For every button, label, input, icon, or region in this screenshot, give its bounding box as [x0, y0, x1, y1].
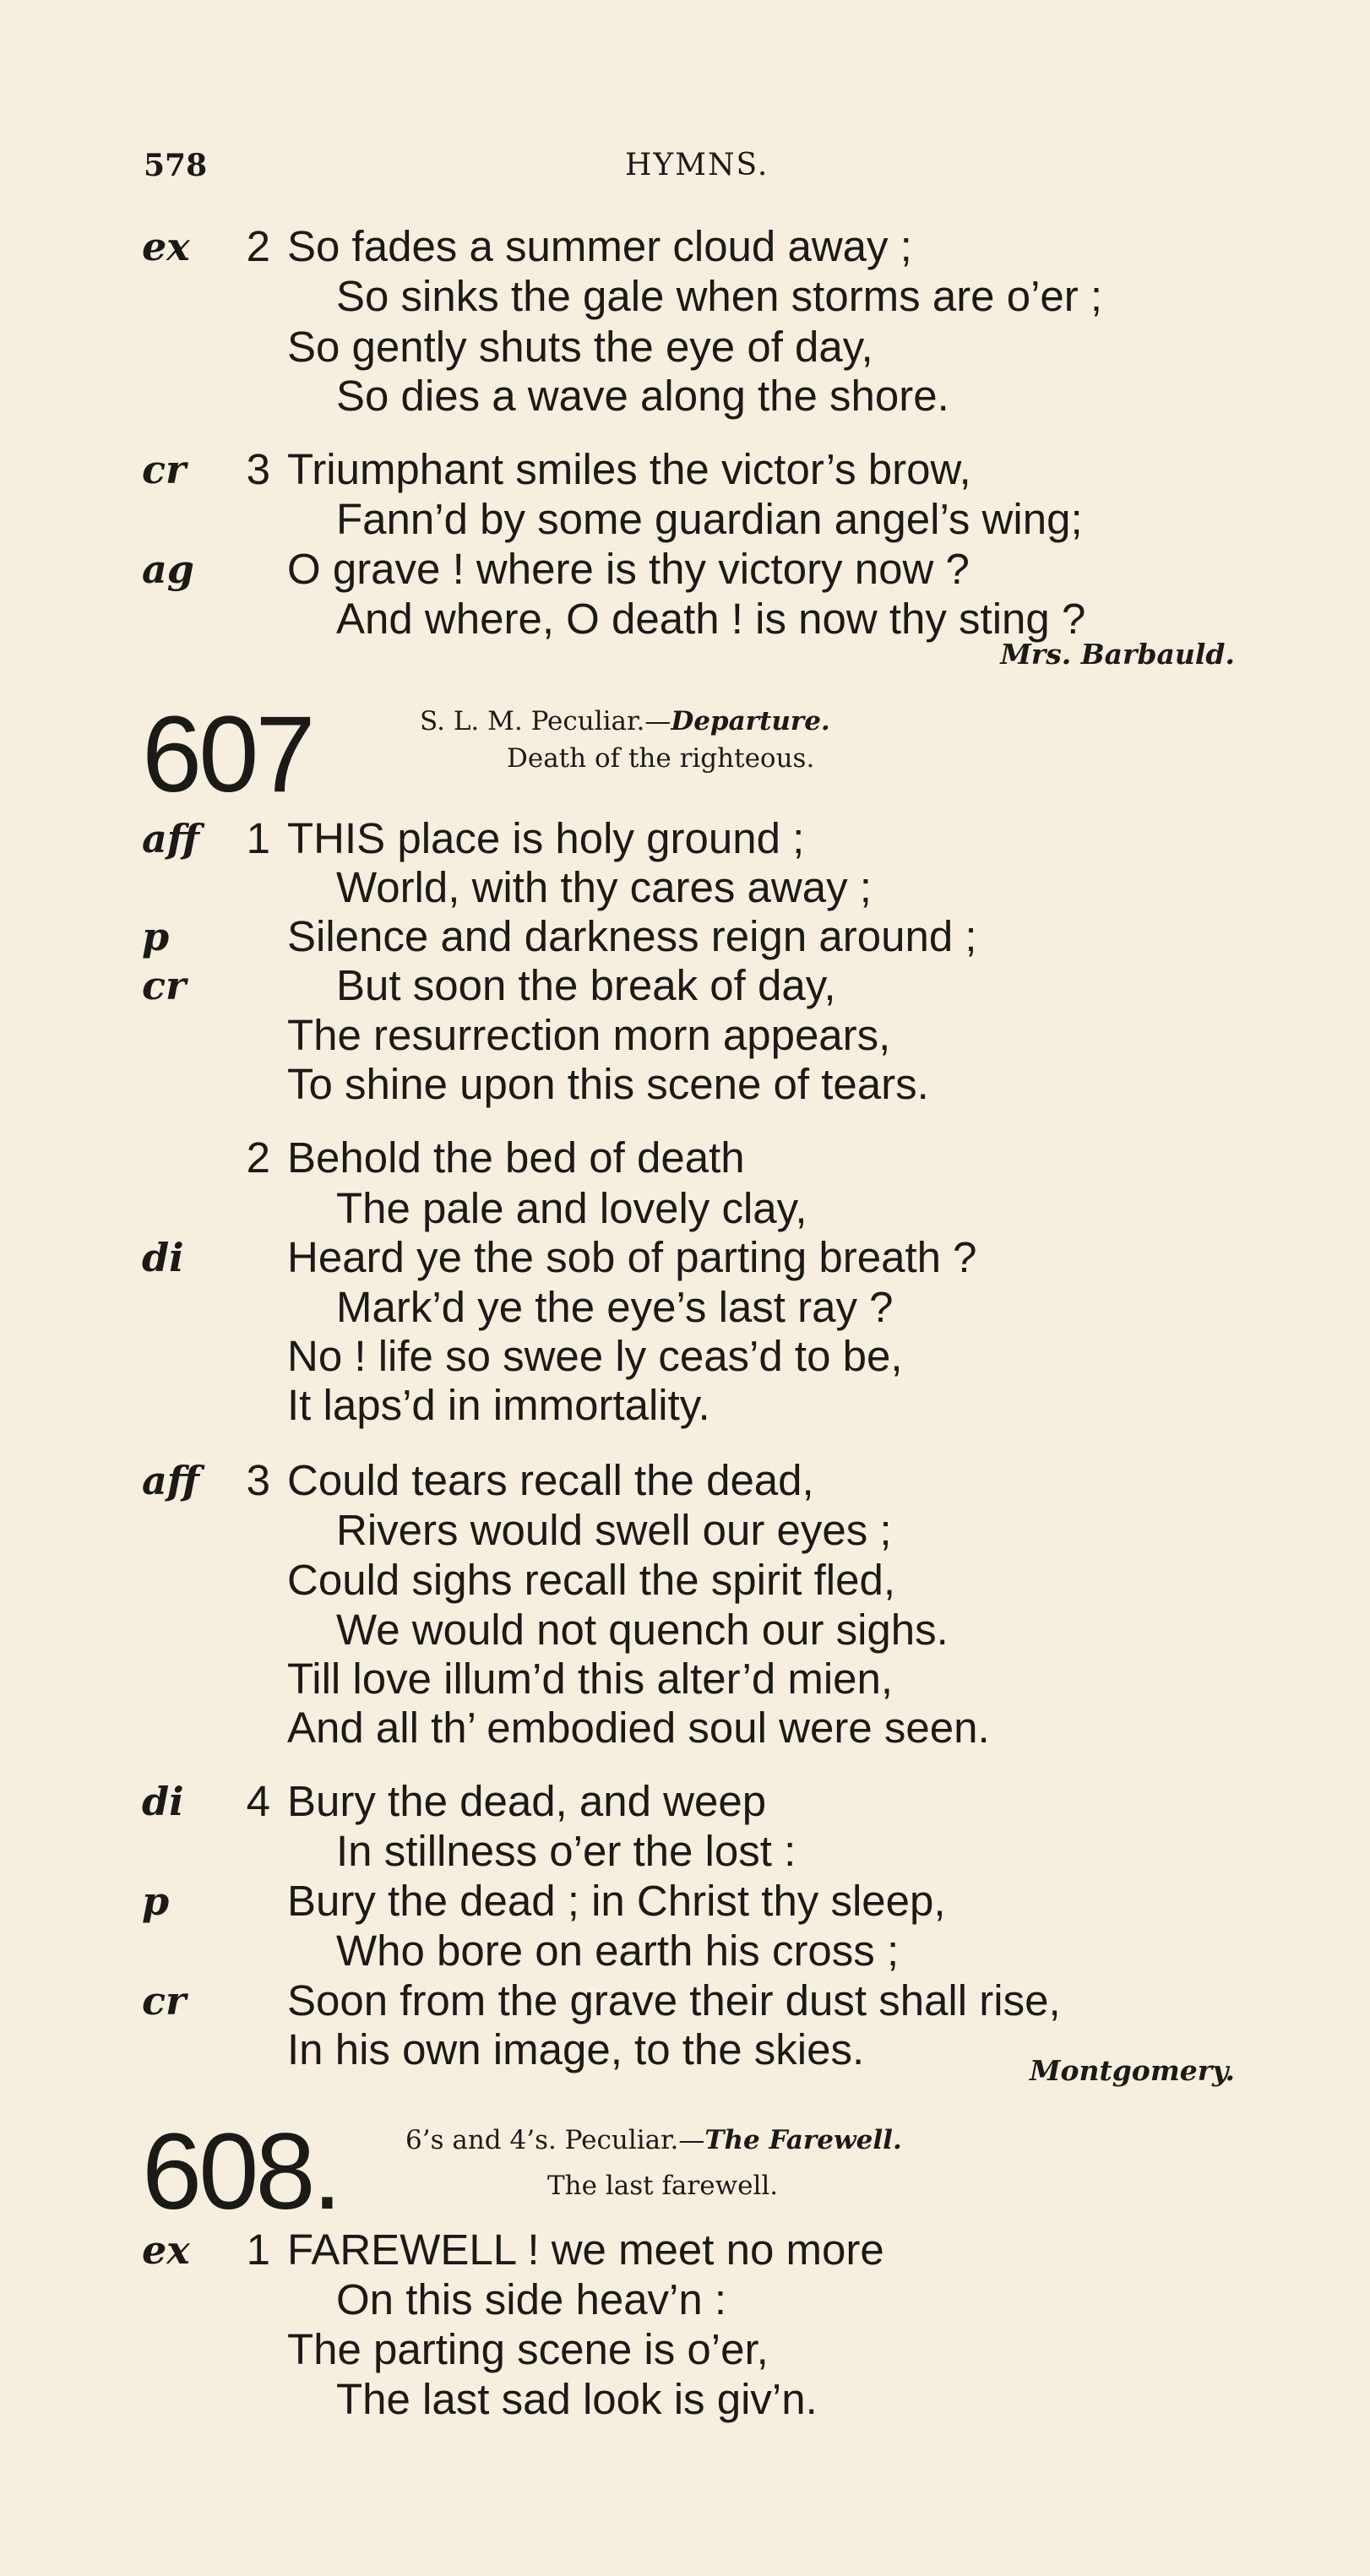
hymn-meter-608 [405, 2125, 902, 2155]
verse-text: Fann’d by some guardian angel’s wing; [336, 495, 1083, 543]
verse-text: THIS place is holy ground ; [287, 814, 805, 862]
verse-text: No ! life so swee ly ceas’d to be, [287, 1332, 903, 1380]
verse-text: The parting scene is o’er, [287, 2325, 769, 2373]
verse-text: To shine upon this scene of tears. [287, 1060, 929, 1108]
dynamic-mark: di [142, 1779, 184, 1824]
verse-text: The last sad look is giv’n. [336, 2375, 818, 2423]
dynamic-mark: aff [142, 1458, 199, 1503]
hymn-number-607: 607 [142, 694, 313, 815]
theme-label: Departure. [671, 706, 830, 736]
verse-text: So sinks the gale when storms are o’er ; [336, 272, 1103, 320]
dynamic-mark: ex [142, 2227, 190, 2273]
running-title: HYMNS. [625, 148, 769, 182]
hymn-subtitle-608: The last farewell. [547, 2171, 779, 2201]
verse-number: 1 [246, 2225, 270, 2274]
hymn-meter-607 [420, 706, 830, 736]
verse-text: O grave ! where is thy victory now ? [287, 545, 970, 593]
dynamic-mark: ag [142, 546, 194, 592]
verse-text: World, with thy cares away ; [336, 863, 872, 911]
verse-text: And where, O death ! is now thy sting ? [336, 595, 1086, 643]
author-attribution: Montgomery. [1029, 2054, 1235, 2087]
verse-text: The pale and lovely clay, [336, 1184, 807, 1232]
verse-text: Bury the dead ; in Christ thy sleep, [287, 1877, 946, 1925]
verse-text: Could sighs recall the spirit fled, [287, 1556, 896, 1604]
dynamic-mark: ex [142, 224, 190, 269]
verse-number: 4 [246, 1777, 270, 1825]
verse-text: Mark’d ye the eye’s last ray ? [336, 1283, 894, 1331]
verse-number: 2 [246, 222, 270, 270]
dynamic-mark: cr [142, 963, 187, 1008]
verse-text: FAREWELL ! we meet no more [287, 2225, 884, 2274]
dynamic-mark: aff [142, 816, 199, 861]
verse-text: It laps’d in immortality. [287, 1381, 710, 1429]
meter-label: S. L. M. Peculiar.— [420, 706, 671, 736]
dynamic-mark: cr [142, 447, 187, 492]
verse-text: Soon from the grave their dust shall rise, [287, 1976, 1061, 2024]
verse-text: But soon the break of day, [336, 961, 836, 1009]
dynamic-mark: di [142, 1235, 184, 1280]
dynamic-mark: p [142, 1878, 170, 1924]
verse-text: Rivers would swell our eyes ; [336, 1506, 892, 1554]
verse-text: In his own image, to the skies. [287, 2025, 865, 2073]
verse-text: Heard ye the sob of parting breath ? [287, 1233, 977, 1281]
verse-text: Till love illum’d this alter’d mien, [287, 1655, 894, 1703]
dynamic-mark: cr [142, 1978, 187, 2024]
meter-label: 6’s and 4’s. Peculiar.— [405, 2125, 705, 2155]
page-number: 578 [144, 148, 208, 183]
verse-text: So fades a summer cloud away ; [287, 222, 912, 270]
verse-text: And all th’ embodied soul were seen. [287, 1704, 990, 1752]
verse-text: On this side heav’n : [336, 2275, 727, 2323]
verse-text: In stillness o’er the lost : [336, 1827, 796, 1875]
verse-number: 3 [246, 445, 270, 493]
hymn-number-608: 608. [142, 2111, 340, 2232]
author-attribution: Mrs. Barbauld. [1000, 638, 1235, 671]
verse-text: Silence and darkness reign around ; [287, 912, 977, 960]
verse-number: 3 [246, 1456, 270, 1504]
dynamic-mark: p [142, 914, 170, 959]
verse-text: Could tears recall the dead, [287, 1456, 814, 1504]
verse-number: 2 [246, 1133, 270, 1182]
verse-text: Behold the bed of death [287, 1133, 745, 1182]
verse-text: So dies a wave along the shore. [336, 372, 949, 420]
verse-number: 1 [246, 814, 270, 862]
verse-text: Triumphant smiles the victor’s brow, [287, 445, 971, 493]
verse-text: Bury the dead, and weep [287, 1777, 767, 1825]
verse-text: So gently shuts the eye of day, [287, 323, 873, 371]
verse-text: We would not quench our sighs. [336, 1606, 949, 1654]
verse-text: Who bore on earth his cross ; [336, 1927, 900, 1975]
hymn-subtitle-607: Death of the righteous. [507, 743, 815, 774]
theme-label: The Farewell. [704, 2125, 902, 2155]
verse-text: The resurrection morn appears, [287, 1011, 891, 1059]
